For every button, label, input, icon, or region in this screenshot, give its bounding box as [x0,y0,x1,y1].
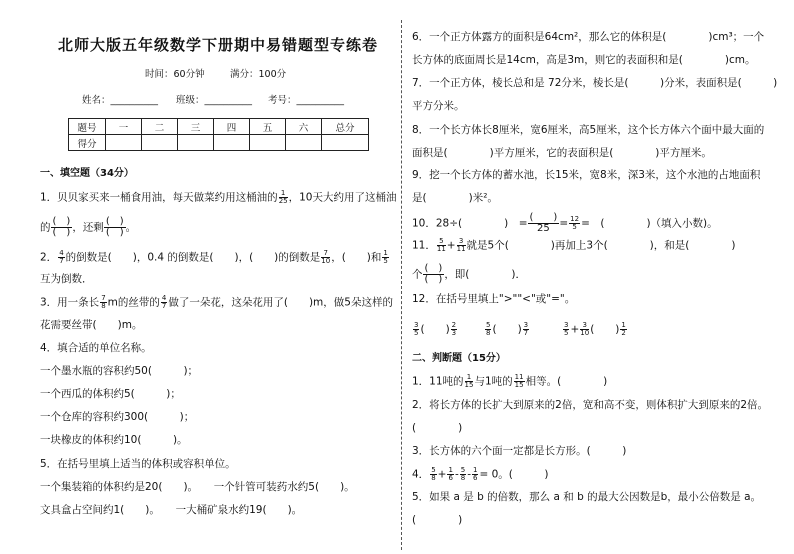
question-1-line-1: 1．贝贝家买来一桶食用油，每天做菜约用这桶油的 $\frac{1}{25}$ ，10天大约用了这桶油 [40,189,397,205]
fraction: $\frac{11}{15}$ [514,373,524,389]
score-header-cell: 题号 [69,119,106,135]
question-6-line-1: 6．一个正方体露方的面积是64cm²，那么它的体积是( )cm³；一个 [412,31,765,43]
score-header-cell: 二 [142,119,178,135]
fraction: $\frac{1}{5}$ [383,249,388,265]
fraction: $\frac{1}{2}$ [621,321,626,337]
fraction: $\frac{3}{11}$ [456,237,466,253]
judge-2-line-1: 2．将长方体的长扩大到原来的2倍，宽和高不变，则体积扩大到原来的2倍。 [412,399,769,411]
fraction: $\frac{5}{8}$ [460,466,466,482]
score-header-cell: 四 [214,119,250,135]
question-4-item: 一个西瓜的体积约5( )； [40,388,181,400]
score-header-cell: 总分 [322,119,369,135]
time-label: 时间：60分钟 [145,69,205,80]
compare-blank[interactable]: ( ) [590,323,620,336]
fraction: $\frac{4}{7}$ [161,294,167,310]
question-11-line-2: 个 $\frac{( )}{( )}$ ，即( )． [412,263,527,285]
fraction-blank[interactable]: $\frac{( )}{( )}$ [52,216,71,238]
fraction: $\frac{1}{6}$ [473,466,478,482]
score-header-cell: 五 [250,119,286,135]
fraction: $\frac{12}{5}$ [570,215,580,231]
compare-row [484,322,530,337]
fraction: $\frac{1}{6}$ [448,466,453,482]
question-12: 12．在括号里填上">""<"或"="。 [412,293,576,305]
question-5: 5．在括号里填上适当的体积或容积单位。 [40,458,236,470]
fraction: $\frac{3}{7}$ [523,321,529,337]
judge-3: 3．长方体的六个面一定都是长方形。( ) [412,445,627,457]
fraction: $\frac{7}{8}$ [101,294,106,310]
score-row-label: 得分 [69,135,106,151]
score-header-cell: 一 [106,119,142,135]
question-9-line-1: 9．挖一个长方体的蓄水池，长15米，宽8米，深3米，这个水池的占地面积 [412,169,761,181]
judge-5-line-1: 5．如果 a 是 b 的倍数，那么 a 和 b 的最大公因数是b，最小公倍数是 a。 [412,491,762,503]
compare-row: $\frac{3}{5}$ + $\frac{3}{10}$ ( ) $\frac{1}{2}$ [564,321,626,337]
question-3-line-2: 花需要丝带( )m。 [40,319,143,331]
score-cell[interactable] [214,135,250,151]
fraction: $\frac{3}{5}$ [414,321,419,337]
fraction-blank[interactable]: $\frac{( )}{( )}$ [424,263,443,285]
question-1-line-2: 的 $\frac{( )}{( )}$ ，还剩 $\frac{( )}{( )}$ 。 [40,216,137,238]
judge-2-line-2[interactable]: ( ) [412,422,463,434]
question-4-item: 一个墨水瓶的容积约50( )； [40,365,199,377]
fraction: $\frac{5}{8}$ [486,321,491,337]
question-6-line-2: 长方体的底面周长是14cm，高是3m，则它的表面积和是( )cm。 [412,54,756,66]
judge-4: 4． $\frac{5}{8}$ + $\frac{1}{6}$ - $\frac{5}{8}$ - $\frac{1}{6}$ = 0。( ) [412,466,549,482]
fraction: $\frac{1}{15}$ [464,373,474,389]
score-cell[interactable] [286,135,322,151]
fraction-blank[interactable]: $\frac{( )}{( )}$ [105,216,124,238]
section-1-heading: 一、填空题（34分） [40,168,134,179]
question-7-line-1: 7．一个正方体，棱长总和是 72分米，棱长是( )分米，表面积是( ) [412,77,778,89]
judge-1: 1．11吨的 $\frac{1}{15}$ 与1吨的 $\frac{11}{15}$ 相等。( ) [412,373,608,389]
name-field[interactable]: 姓名：__________ [82,95,159,106]
question-5-line: 文具盒占空间约1( )。 一大桶矿泉水约19( )。 [40,504,303,516]
question-8-line-2: 面积是( )平方厘米，它的表面积是( )平方厘米。 [412,147,712,159]
question-2-line-2: 互为倒数． [40,273,93,285]
score-header-cell: 三 [178,119,214,135]
section-2-heading: 二、判断题（15分） [412,353,506,364]
fraction: $\frac{1}{25}$ [278,189,288,205]
fraction: $\frac{5}{11}$ [436,237,446,253]
fraction: $\frac{7}{10}$ [321,249,331,265]
page-divider [401,20,402,550]
question-10: 10．28÷( ) = $\frac{( )}{25}$ = $\frac{12}{5}$ = ( )（填入小数)。 [412,212,718,234]
fraction: $\frac{4}{7}$ [59,249,64,265]
score-table [68,118,369,151]
fraction: $\frac{3}{10}$ [580,321,590,337]
fraction: $\frac{3}{5}$ [564,321,569,337]
class-field[interactable]: 班级：__________ [176,95,253,106]
score-header-cell: 六 [286,119,322,135]
question-2-line-1: 2． $\frac{4}{7}$ 的倒数是( )，0.4 的倒数是( )，( )的倒数是 $\frac{7}{10}$ ，( )和 $\frac{1}{5}$ [40,249,388,265]
question-8-line-1: 8．一个长方体长8厘米，宽6厘米，高5厘米，这个长方体六个面中最大面的 [412,124,765,136]
score-cell[interactable] [178,135,214,151]
id-field[interactable]: 考号：__________ [268,95,345,106]
score-cell[interactable] [250,135,286,151]
score-label: 满分：100分 [230,69,287,80]
compare-blank[interactable]: ( ) [420,323,450,336]
question-7-line-2: 平方分米。 [412,100,465,112]
compare-row [412,322,458,337]
judge-5-line-2[interactable]: ( ) [412,514,463,526]
score-cell[interactable] [322,135,369,151]
question-5-line: 一个集装箱的体积约是20( )。 一个针管可装药水约5( )。 [40,481,355,493]
question-9-line-2: 是( )米²。 [412,192,498,204]
fraction: $\frac{5}{8}$ [431,466,436,482]
compare-blank[interactable]: ( ) [492,323,522,336]
fraction: $\frac{2}{3}$ [451,321,457,337]
score-cell[interactable] [106,135,142,151]
question-11-line-1: 11． $\frac{5}{11}$ + $\frac{3}{11}$ 就是5个( )再加上3个( )，和是( ) [412,237,736,253]
question-4-item: 一个仓库的容积约300( )； [40,411,195,423]
page-title: 北师大版五年级数学下册期中易错题型专练卷 [58,36,379,54]
score-cell[interactable] [142,135,178,151]
question-4-item: 一块橡皮的体积约10( )。 [40,434,188,446]
fraction-blank[interactable]: $\frac{( )}{25}$ [529,212,558,234]
right-column [404,0,794,554]
question-3-line-1: 3．用一条长 $\frac{7}{8}$ m的丝带的 $\frac{4}{7}$ 做了一朵花，这朵花用了( )m，做5朵这样的 [40,294,393,310]
question-4: 4．填合适的单位名称。 [40,342,152,354]
